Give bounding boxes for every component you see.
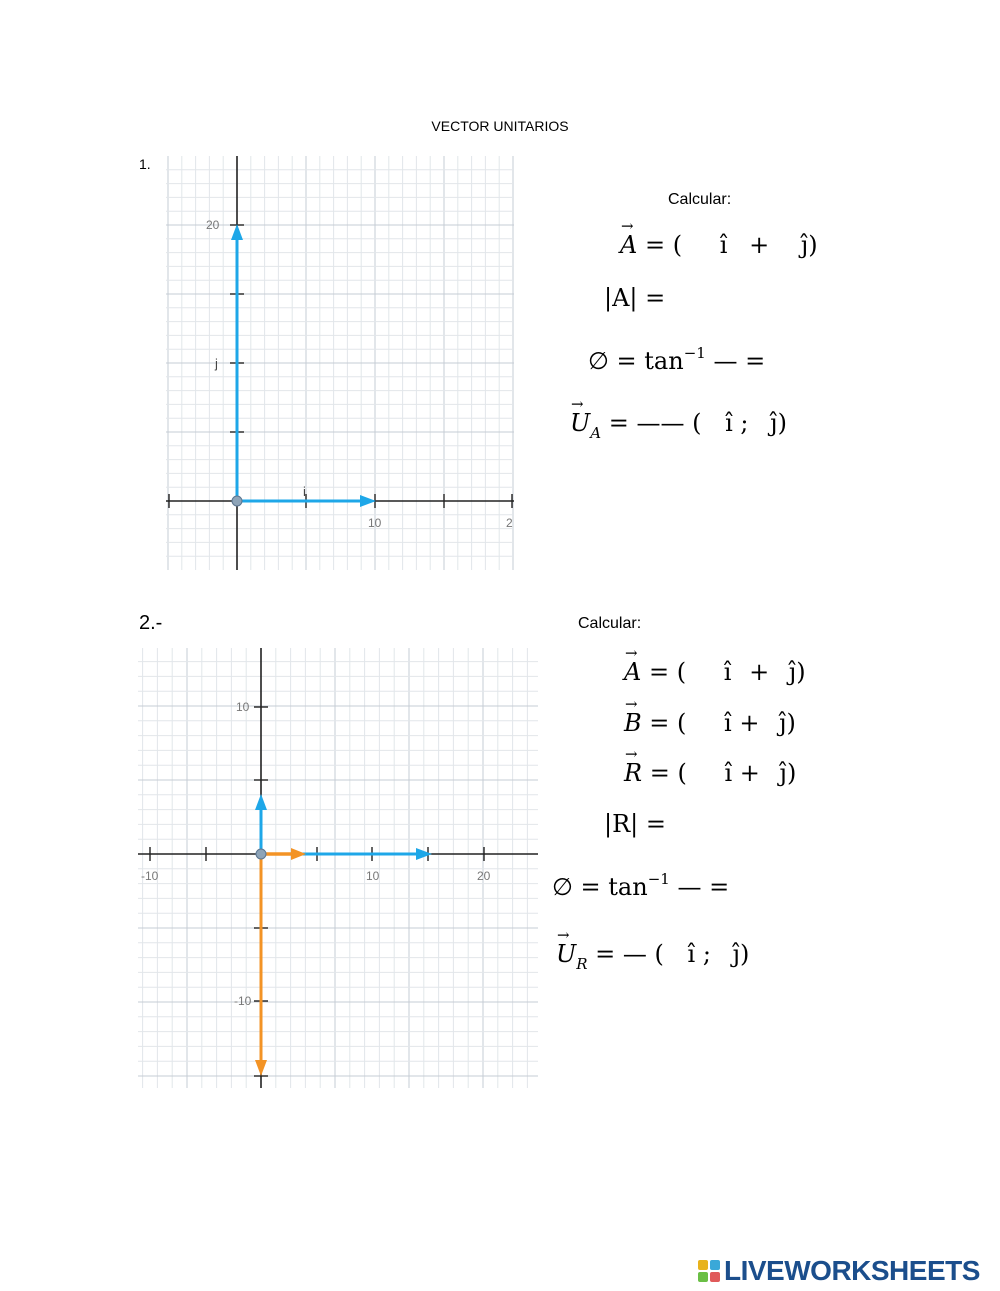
graph-2-tick-label: -10	[141, 869, 159, 883]
graph-1-tick-label: 20	[206, 218, 220, 232]
graph-1-arrowhead-j	[231, 224, 243, 240]
graph-2-tick-label: 20	[477, 869, 491, 883]
problem-2-eq-magnitude: |R| =	[604, 810, 666, 838]
problem-1-eq-magnitude: |A| =	[604, 284, 666, 312]
problem-1-eq-unit-vector: → $U_A$ = —— ( î ; ĵ)	[570, 409, 787, 442]
problem-2-eq-a: → A = ( î + ĵ)	[624, 658, 806, 686]
graph-2-tick-label: 10	[366, 869, 380, 883]
graph-1	[166, 156, 514, 570]
graph-2-origin-point	[256, 849, 266, 859]
liveworksheets-logo	[698, 1256, 980, 1286]
graph-1-tick-label: 10	[368, 516, 382, 530]
graph-1-tick-label: 2	[506, 516, 513, 530]
graph-2	[138, 648, 538, 1088]
graph-2-grid	[138, 648, 538, 1088]
graph-1-i-label: i	[303, 484, 306, 499]
graph-1-j-label: j	[215, 356, 218, 371]
problem-2-calc-label: Calcular:	[578, 615, 642, 632]
graph-1-arrowhead-i	[360, 495, 376, 507]
graph-2-ticks	[150, 707, 484, 1076]
graph-2-tick-label: 10	[236, 700, 250, 714]
problem-2-eq-r: → R = ( î + ĵ)	[624, 759, 796, 787]
problem-1-eq-angle: ∅ = $\tan^{-1}$ — =	[588, 344, 766, 375]
graph-2-arrowhead-blue-up	[255, 794, 267, 810]
graph-2-tick-label: -10	[234, 994, 252, 1008]
problem-1-calc-label: Calcular:	[668, 191, 732, 208]
graph-1-origin-point	[232, 496, 242, 506]
problem-2-number: 2.-	[139, 612, 163, 634]
problem-1-number: 1.	[139, 156, 151, 172]
problem-2-eq-angle: ∅ = $\tan^{-1}$ — =	[552, 870, 730, 901]
logo-text: LIVEWORKSHEETS	[724, 1255, 980, 1286]
problem-2-eq-b: → B = ( î + ĵ)	[624, 709, 796, 737]
page-title: VECTOR UNITARIOS	[431, 118, 569, 134]
logo-mark-icon	[698, 1260, 720, 1282]
graph-2-arrowhead-orange-down	[255, 1060, 267, 1076]
graph-2-arrowhead-orange-right	[291, 848, 306, 860]
problem-2-eq-unit-vector: → $U_R$ = — ( î ; ĵ)	[556, 940, 749, 973]
graph-1-ticks	[169, 225, 512, 508]
problem-1-eq-a: → A = ( î + ĵ)	[620, 231, 818, 259]
